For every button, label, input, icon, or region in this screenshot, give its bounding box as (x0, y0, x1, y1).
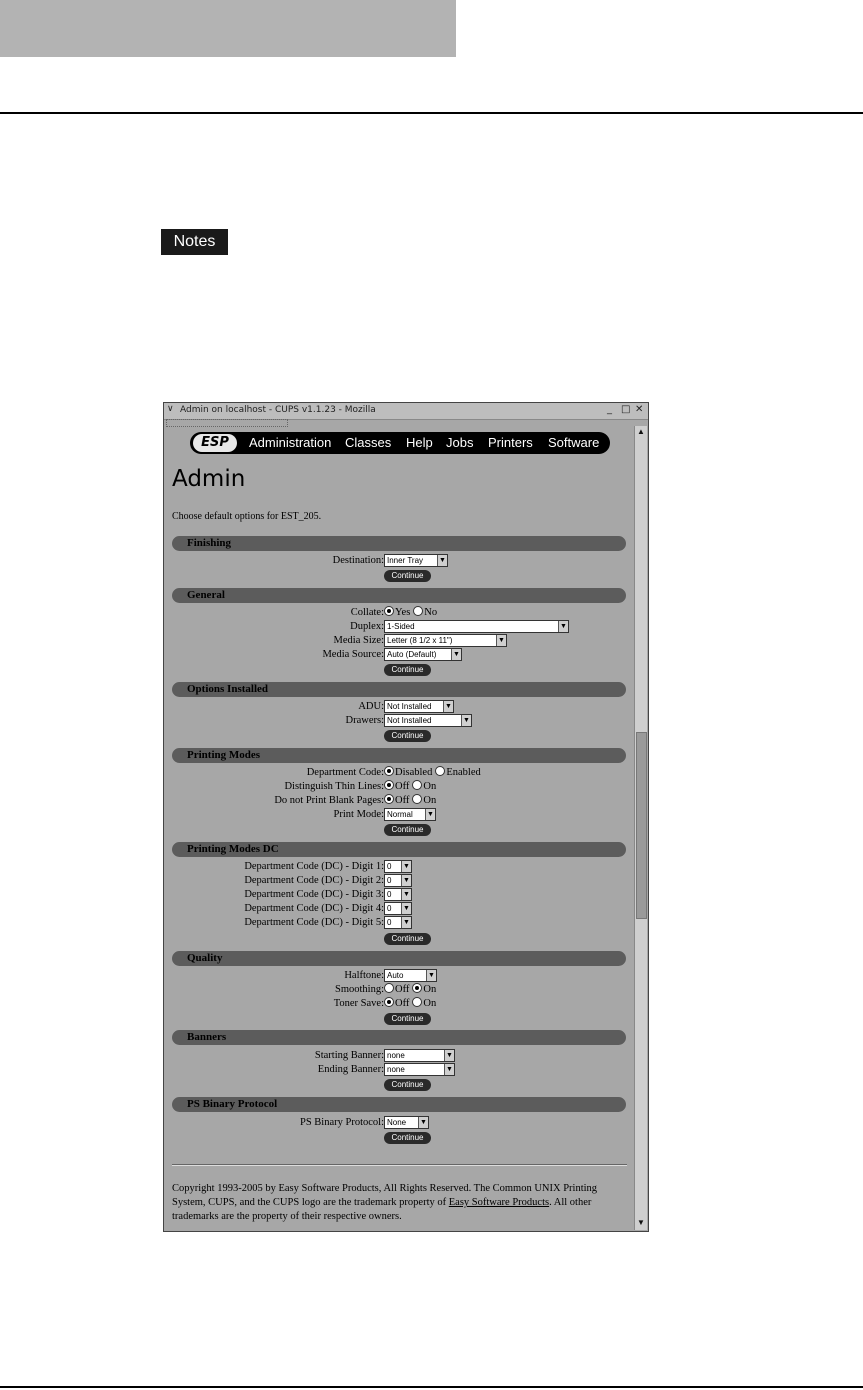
continue-button[interactable]: Continue (384, 824, 431, 836)
dc-digit-3-select[interactable]: 0 ▼ (384, 888, 412, 901)
smoothing-off-radio[interactable] (384, 983, 394, 993)
section-finishing (172, 536, 626, 551)
section-ps-binary-protocol (172, 1097, 626, 1112)
option-drawers (164, 714, 633, 728)
section-title: Banners (187, 1031, 227, 1043)
dc-digit-1-select[interactable]: 0 ▼ (384, 860, 412, 873)
option-toner-save: Toner Save: Off On (333, 998, 437, 1009)
blank-pages-on-radio[interactable] (412, 794, 422, 804)
print-mode-select[interactable]: Normal ▼ (384, 808, 436, 821)
thin-lines-off-radio[interactable] (384, 780, 394, 790)
cups-navbar (190, 432, 610, 454)
close-icon[interactable]: ✕ (635, 404, 644, 415)
option-destination (164, 554, 633, 568)
footer-rule (0, 1386, 863, 1388)
option-department-code: Department Code: Disabled Enabled (306, 767, 481, 778)
section-title: PS Binary Protocol (187, 1098, 278, 1110)
notes-badge: Notes (161, 229, 228, 255)
section-title: Printing Modes (187, 749, 261, 761)
option-ending-banner (164, 1063, 633, 1077)
media-source-select[interactable]: Auto (Default) ▼ (384, 648, 462, 661)
destination-select[interactable]: Inner Tray ▼ (384, 554, 448, 567)
scroll-thumb[interactable] (636, 732, 647, 919)
blank-pages-off-radio[interactable] (384, 794, 394, 804)
scroll-down-icon[interactable]: ▼ (637, 1218, 645, 1227)
nav-classes[interactable]: Classes (345, 435, 392, 450)
media-size-label: Media Size: (333, 635, 384, 646)
dc-digit-label: Department Code (DC) - Digit 5: (244, 917, 384, 928)
chevron-down-icon: ▼ (418, 1117, 428, 1128)
chevron-down-icon: ▼ (496, 635, 506, 646)
continue-button[interactable]: Continue (384, 570, 431, 582)
chevron-down-icon: ▼ (401, 917, 411, 928)
nav-jobs[interactable]: Jobs (446, 435, 474, 450)
dc-digit-5-select[interactable]: 0 ▼ (384, 916, 412, 929)
dc-digit-label: Department Code (DC) - Digit 1: (244, 861, 384, 872)
media-source-label: Media Source: (322, 649, 384, 660)
media-size-select[interactable]: Letter (8 1/2 x 11") ▼ (384, 634, 507, 647)
starting-banner-label: Starting Banner: (314, 1050, 384, 1061)
ending-banner-label: Ending Banner: (317, 1064, 384, 1075)
header-rule (0, 112, 863, 114)
option-dc-digit (164, 874, 633, 888)
continue-button[interactable]: Continue (384, 730, 431, 742)
collate-no-radio[interactable] (413, 606, 423, 616)
continue-button[interactable]: Continue (384, 664, 431, 676)
nav-printers[interactable]: Printers (488, 435, 533, 450)
section-options-installed (172, 682, 626, 697)
window-titlebar[interactable] (164, 403, 648, 420)
section-general (172, 588, 626, 603)
option-smoothing: Smoothing: Off On (334, 984, 437, 995)
option-halftone (164, 969, 633, 983)
intro-text: Choose default options for EST_205. (172, 511, 322, 522)
option-blank-pages: Do not Print Blank Pages: Off On (274, 795, 437, 806)
chevron-down-icon: ▼ (401, 903, 411, 914)
continue-button[interactable]: Continue (384, 1132, 431, 1144)
option-collate: Collate: Yes No (350, 607, 438, 618)
ps-binary-protocol-label: PS Binary Protocol: (299, 1117, 384, 1128)
dc-digit-label: Department Code (DC) - Digit 2: (244, 875, 384, 886)
esp-logo[interactable]: ESP (193, 434, 237, 452)
department-code-disabled-radio[interactable] (384, 766, 394, 776)
scroll-up-icon[interactable]: ▲ (637, 427, 645, 436)
section-title: Quality (187, 952, 223, 964)
chevron-down-icon: ▼ (558, 621, 568, 632)
section-title: Options Installed (187, 683, 268, 695)
section-banners (172, 1030, 626, 1045)
chevron-down-icon: ▼ (401, 889, 411, 900)
easy-software-link[interactable]: Easy Software Products (448, 1197, 550, 1208)
continue-button[interactable]: Continue (384, 933, 431, 945)
adu-label: ADU: (358, 701, 384, 712)
chevron-down-icon: ▼ (444, 1050, 454, 1061)
option-print-mode (164, 808, 633, 822)
drawers-select[interactable]: Not Installed ▼ (384, 714, 472, 727)
nav-software[interactable]: Software (548, 435, 600, 450)
dc-digit-label: Department Code (DC) - Digit 4: (244, 903, 384, 914)
page-content (164, 426, 633, 1231)
copyright-text: Copyright 1993-2005 by Easy Software Products, All Rights Reserved. The Common UNIX Printing System, CUPS, and the CUPS logo are the trademark property of Easy Software Products. All other trademarks are the property of their respective owners. (172, 1183, 598, 1222)
page-title: Admin (172, 466, 246, 492)
vertical-scrollbar[interactable] (634, 426, 647, 1230)
thin-lines-on-radio[interactable] (412, 780, 422, 790)
window-menu-icon[interactable]: ∨ (167, 404, 174, 414)
duplex-select[interactable]: 1-Sided ▼ (384, 620, 569, 633)
smoothing-label: Smoothing: (334, 984, 384, 995)
blank-pages-label: Do not Print Blank Pages: (274, 795, 384, 806)
section-title: Printing Modes DC (187, 843, 279, 855)
option-duplex (164, 620, 633, 634)
thin-lines-label: Distinguish Thin Lines: (284, 781, 384, 792)
toner-save-on-radio[interactable] (412, 997, 422, 1007)
option-thin-lines: Distinguish Thin Lines: Off On (284, 781, 437, 792)
duplex-label: Duplex: (350, 621, 384, 632)
print-mode-label: Print Mode: (333, 809, 384, 820)
drawers-label: Drawers: (345, 715, 384, 726)
chevron-down-icon: ▼ (444, 1064, 454, 1075)
ps-binary-protocol-select[interactable]: None ▼ (384, 1116, 429, 1129)
collate-label: Collate: (350, 607, 384, 618)
option-media-size (164, 634, 633, 648)
collate-yes-radio[interactable] (384, 606, 394, 616)
option-dc-digit (164, 916, 633, 930)
continue-button[interactable]: Continue (384, 1013, 431, 1025)
section-printing-modes (172, 748, 626, 763)
option-adu (164, 700, 633, 714)
option-ps-binary-protocol (164, 1116, 633, 1130)
section-printing-modes-dc (172, 842, 626, 857)
toner-save-label: Toner Save: (333, 998, 384, 1009)
toner-save-off-radio[interactable] (384, 997, 394, 1007)
chevron-down-icon: ▼ (426, 970, 436, 981)
section-quality (172, 951, 626, 966)
chevron-down-icon: ▼ (401, 875, 411, 886)
ending-banner-select[interactable]: none ▼ (384, 1063, 455, 1076)
browser-window (163, 402, 649, 1232)
smoothing-on-radio[interactable] (412, 983, 422, 993)
option-dc-digit (164, 888, 633, 902)
nav-administration[interactable]: Administration (249, 435, 332, 450)
department-code-label: Department Code: (306, 767, 384, 778)
option-media-source (164, 648, 633, 662)
halftone-select[interactable]: Auto ▼ (384, 969, 437, 982)
adu-select[interactable]: Not Installed ▼ (384, 700, 454, 713)
chevron-down-icon: ▼ (425, 809, 435, 820)
footer-divider (172, 1164, 627, 1166)
chevron-down-icon: ▼ (461, 715, 471, 726)
dc-digit-2-select[interactable]: 0 ▼ (384, 874, 412, 887)
continue-button[interactable]: Continue (384, 1079, 431, 1091)
minimize-icon[interactable]: _ (607, 404, 612, 415)
chevron-down-icon: ▼ (437, 555, 447, 566)
section-title: Finishing (187, 537, 232, 549)
department-code-enabled-radio[interactable] (435, 766, 445, 776)
option-dc-digit (164, 860, 633, 874)
section-title: General (187, 589, 225, 601)
header-band (0, 0, 456, 57)
dc-digit-4-select[interactable]: 0 ▼ (384, 902, 412, 915)
option-dc-digit (164, 902, 633, 916)
option-starting-banner (164, 1049, 633, 1063)
halftone-label: Halftone: (344, 970, 384, 981)
dc-digit-label: Department Code (DC) - Digit 3: (244, 889, 384, 900)
destination-label: Destination: (332, 555, 384, 566)
chevron-down-icon: ▼ (443, 701, 453, 712)
window-title: Admin on localhost - CUPS v1.1.23 - Mozilla (180, 405, 376, 415)
chevron-down-icon: ▼ (401, 861, 411, 872)
nav-help[interactable]: Help (406, 435, 433, 450)
starting-banner-select[interactable]: none ▼ (384, 1049, 455, 1062)
chevron-down-icon: ▼ (451, 649, 461, 660)
maximize-icon[interactable]: □ (621, 404, 631, 415)
